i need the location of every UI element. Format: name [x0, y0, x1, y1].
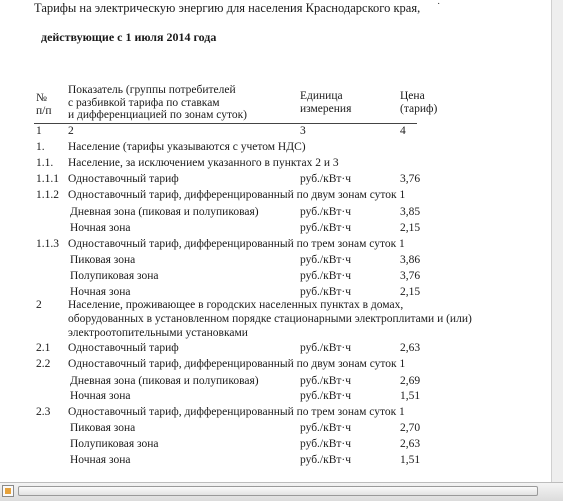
- document-subtitle: действующие с 1 июля 2014 года: [41, 30, 217, 44]
- row-text: Ночная зона: [70, 390, 131, 402]
- header-indicator-line: и дифференциацией по зонам суток): [68, 109, 247, 121]
- header-number: [36, 92, 52, 117]
- header-price: [400, 90, 437, 115]
- row-text: Население (тарифы указываются с учетом НДС): [68, 141, 306, 153]
- row-unit: руб./кВт·ч: [300, 286, 352, 298]
- row-text: Пиковая зона: [70, 254, 136, 266]
- header-unit-line: измерения: [300, 102, 352, 115]
- header-rule: [34, 123, 417, 124]
- row-text: Полупиковая зона: [70, 438, 159, 450]
- row-unit: руб./кВт·ч: [300, 342, 352, 354]
- header-number-line: п/п: [36, 104, 52, 117]
- row-number: 2.2: [36, 358, 51, 370]
- row-text: Одноставочный тариф: [68, 342, 179, 354]
- row-text: Одноставочный тариф, дифференцированный по трем зонам суток 1: [68, 406, 405, 418]
- row-unit: руб./кВт·ч: [300, 422, 352, 434]
- row-text: Одноставочный тариф, дифференцированный по двум зонам суток 1: [68, 358, 406, 370]
- row-text: Дневная зона (пиковая и полупиковая): [70, 375, 259, 387]
- header-indicator: [68, 84, 247, 122]
- header-price-line: (тариф): [400, 102, 438, 115]
- row-price: 3,85: [400, 206, 421, 218]
- row-price: 2,70: [400, 422, 421, 434]
- scrollbar-thumb[interactable]: [18, 486, 538, 496]
- document-icon: [2, 485, 14, 497]
- row-number: 2: [36, 299, 42, 311]
- row-number: 2.3: [36, 406, 51, 418]
- row-text: Одноставочный тариф: [68, 173, 179, 185]
- row-unit: руб./кВт·ч: [300, 173, 352, 185]
- row-price: 3,76: [400, 173, 421, 185]
- row-text: Дневная зона (пиковая и полупиковая): [70, 206, 259, 218]
- colnum-unit: 3: [300, 125, 306, 137]
- header-unit: [300, 90, 351, 115]
- row-text: Население, за исключением указанного в пунктах 2 и 3: [68, 157, 339, 169]
- colnum-indicator: 2: [68, 125, 74, 137]
- header-price-line: Цена: [400, 90, 425, 102]
- row-text: Полупиковая зона: [70, 270, 159, 282]
- row-text: Ночная зона: [70, 454, 131, 466]
- row-price: 2,69: [400, 375, 421, 387]
- row-unit: руб./кВт·ч: [300, 270, 352, 282]
- row-price: 2,63: [400, 342, 421, 354]
- row-text: Ночная зона: [70, 222, 131, 234]
- colnum-num: 1: [36, 125, 42, 137]
- row-price: 2,15: [400, 286, 421, 298]
- row-number: 1.1.: [36, 157, 54, 169]
- header-indicator-line: с разбивкой тарифа по ставкам: [68, 96, 220, 109]
- row-number: 1.1.3: [36, 238, 59, 250]
- row-unit: руб./кВт·ч: [300, 390, 352, 402]
- section2-line: Население, проживающее в городских населенных пунктах в домах,: [68, 299, 404, 311]
- row-number: 1.1.2: [36, 189, 59, 201]
- row-unit: руб./кВт·ч: [300, 206, 352, 218]
- row-text: Пиковая зона: [70, 422, 136, 434]
- row-number: 1.: [36, 141, 45, 153]
- colnum-price: 4: [400, 125, 406, 137]
- row-unit: руб./кВт·ч: [300, 375, 352, 387]
- document-title: Тарифы на электрическую энергию для населения Краснодарского края,: [34, 1, 421, 15]
- header-number-line: №: [36, 92, 47, 104]
- section2-description: [68, 298, 472, 340]
- row-text: Одноставочный тариф, дифференцированный по трем зонам суток 1: [68, 238, 405, 250]
- row-unit: руб./кВт·ч: [300, 454, 352, 466]
- row-number: 1.1.1: [36, 173, 59, 185]
- section2-line: оборудованных в установленном порядке стационарными электроплитами и (или): [68, 313, 472, 325]
- row-price: 3,86: [400, 254, 421, 266]
- row-price: 3,76: [400, 270, 421, 282]
- section2-line: электроотопительными установками: [68, 327, 248, 339]
- row-number: 2.1: [36, 342, 51, 354]
- vertical-scrollbar[interactable]: [551, 0, 563, 482]
- stray-mark: ˙: [437, 2, 441, 13]
- header-unit-line: Единица: [300, 90, 343, 102]
- row-price: 2,15: [400, 222, 421, 234]
- header-indicator-line: Показатель (группы потребителей: [68, 84, 236, 96]
- row-price: 1,51: [400, 390, 421, 402]
- row-unit: руб./кВт·ч: [300, 222, 352, 234]
- row-price: 2,63: [400, 438, 421, 450]
- row-price: 1,51: [400, 454, 421, 466]
- row-unit: руб./кВт·ч: [300, 254, 352, 266]
- row-text: Ночная зона: [70, 286, 131, 298]
- row-text: Одноставочный тариф, дифференцированный по двум зонам суток 1: [68, 189, 406, 201]
- row-unit: руб./кВт·ч: [300, 438, 352, 450]
